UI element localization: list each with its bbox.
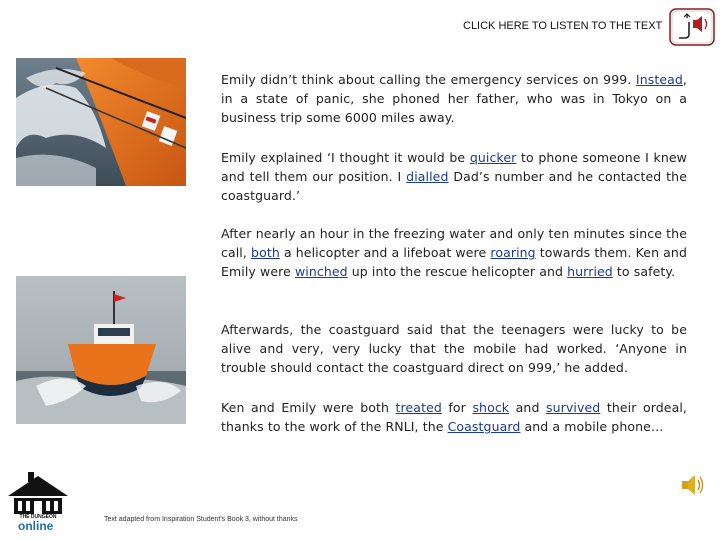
paragraph-4 <box>221 320 687 377</box>
vocab-link-survived[interactable]: survived <box>546 400 601 415</box>
vocab-link-shock[interactable]: shock <box>472 400 510 415</box>
logo-online-text: online <box>18 519 54 533</box>
paragraph-text: for <box>441 400 473 415</box>
vocab-link-quicker[interactable]: quicker <box>469 150 517 165</box>
paragraph-text: towards them. Ken and Emily were <box>221 245 687 279</box>
logo-caption: THE DUNGEON <box>19 514 57 520</box>
paragraph-text: to phone someone I knew and tell them our position. I <box>221 150 687 184</box>
lifeboat-bow-photo <box>16 276 186 424</box>
vocab-link-hurried[interactable]: hurried <box>567 264 613 279</box>
paragraph-text: After nearly an hour in the freezing water and only ten minutes since the call, <box>221 226 687 260</box>
paragraph-text: , in a state of panic, she phoned her father, who was in Tokyo on a business trip some 6000 miles away. <box>221 72 687 125</box>
paragraph-text: up into the rescue helicopter and <box>347 264 568 279</box>
paragraph-text: Emily didn’t think about calling the emergency services on 999. <box>221 72 636 87</box>
paragraph-text: and <box>509 400 547 415</box>
paragraph-text: Ken and Emily were both <box>221 400 396 415</box>
listen-to-text-link[interactable]: CLICK HERE TO LISTEN TO THE TEXT <box>463 20 663 32</box>
lifeboat-spray-photo <box>16 58 186 186</box>
vocab-link-roaring[interactable]: roaring <box>490 245 536 260</box>
paragraph-text: Afterwards, the coastguard said that the teenagers were lucky to be alive and very, very lucky that the mobile had worked. ‘Anyone in trouble should contact the coastguard direct on 999,’ he added. <box>221 322 687 375</box>
paragraph-text: and a mobile phone… <box>520 419 664 434</box>
paragraph-text: to safety. <box>612 264 676 279</box>
speaker-icon[interactable] <box>669 8 715 46</box>
vocab-link-treated[interactable]: treated <box>395 400 442 415</box>
paragraph-2 <box>221 148 687 205</box>
vocab-link-dialled[interactable]: dialled <box>406 169 449 184</box>
vocab-link-instead[interactable]: Instead <box>635 72 683 87</box>
source-credit: Text adapted from Inspiration Student's Book 3, without thanks <box>104 516 298 523</box>
paragraph-text: their ordeal, thanks to the work of the RNLI, the <box>221 400 687 434</box>
vocab-link-winched[interactable]: winched <box>294 264 348 279</box>
paragraph-text: Dad’s number and he contacted the coastguard.’ <box>221 169 687 203</box>
vocab-link-coastguard[interactable]: Coastguard <box>447 419 521 434</box>
paragraph-3 <box>221 224 687 281</box>
paragraph-5 <box>221 398 687 436</box>
paragraph-1 <box>221 70 687 127</box>
audio-speaker-icon[interactable] <box>680 472 706 498</box>
paragraph-text: Emily explained ‘I thought it would be <box>221 150 470 165</box>
vocab-link-both[interactable]: both <box>251 245 280 260</box>
paragraph-text: a helicopter and a lifeboat were <box>279 245 491 260</box>
